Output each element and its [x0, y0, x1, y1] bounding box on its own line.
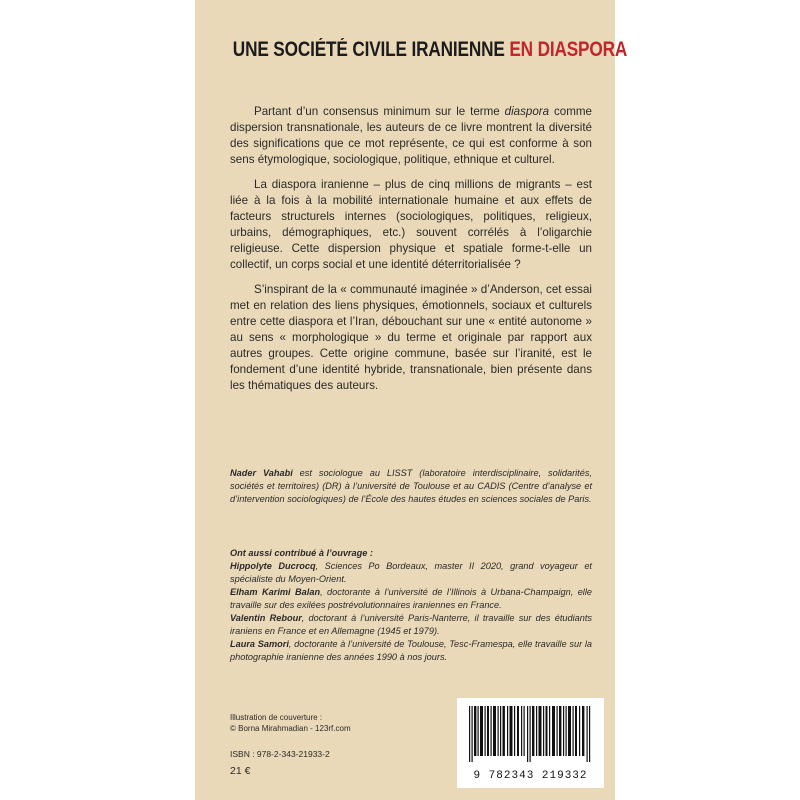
- author-bio-text: est sociologue au LISST (laboratoire interdisciplinaire, solidarités, sociétés et territoires) (DR) à l’université de Toulouse et au CADIS (Centre d’analyse et d’intervention sociologiques) de l’École des hautes études en sciences sociales de Paris.: [230, 468, 592, 504]
- contributor-item: [230, 612, 592, 638]
- barcode-digits: 9 782343 219332: [473, 770, 588, 782]
- contributor-name: Laura Samori: [230, 639, 289, 649]
- contributor-name: Valentin Rebour: [230, 613, 302, 623]
- credits-line-1: Illustration de couverture :: [230, 713, 323, 722]
- credits-line-2: © Borna Mirahmadian - 123rf.com: [230, 724, 351, 733]
- title-accent: EN DIASPORA: [509, 38, 628, 61]
- contributors-heading: Ont aussi contribué à l’ouvrage :: [230, 548, 373, 558]
- contributor-item: [230, 586, 592, 612]
- contributor-text: , Sciences Po Bordeaux, master II 2020, grand voyageur et spécialiste du Moyen-Orient.: [230, 561, 592, 584]
- barcode: [457, 698, 604, 788]
- summary-p1-emphasis: diaspora: [504, 105, 550, 118]
- summary-paragraph-2: La diaspora iranienne – plus de cinq millions de migrants – est liée à la fois à la mobilité internationale humaine et aux effets de facteurs structurels internes (sociologiques, politiques, religieux, urbains, démographiques, etc.) souvent corrélés à l’oligarchie religieuse. Cette dispersion physique et spatiale forme-t-elle un collectif, un corps social et une identité déterritorialisée ?: [230, 178, 592, 271]
- contributor-name: Hippolyte Ducrocq: [230, 561, 316, 571]
- author-bio: [230, 467, 592, 506]
- summary-p1-start: Partant d’un consensus minimum sur le terme: [254, 105, 505, 118]
- summary-paragraph-3: S’inspirant de la « communauté imaginée » d’Anderson, cet essai met en relation des liens physiques, émotionnels, sociaux et culturels entre cette diaspora et l’Iran, débouchant sur une « entité autonome » au sens « morphologique » du terme et originale par rapport aux autres groupes. Cette origine commune, basée sur l’iranité, est le fondement d’une identité hybride, transnationale, bien présente dans les thématiques des auteurs.: [230, 283, 592, 392]
- book-title: [232, 38, 628, 62]
- price: 21 €: [230, 765, 251, 777]
- author-name: Nader Vahabi: [230, 468, 293, 478]
- contributors-section: [230, 547, 592, 664]
- summary-paragraph-1: [230, 104, 592, 168]
- contributor-item: [230, 560, 592, 586]
- title-main: UNE SOCIÉTÉ CIVILE IRANIENNE: [232, 38, 505, 61]
- contributor-text: , doctorante à l’université de Toulouse, Tesc-Framespa, elle travaille sur la photographie iranienne des années 1990 à nos jours.: [230, 639, 593, 662]
- contributor-text: , doctorante à l’université de l’Illinois à Urbana-Champaign, elle travaille sur des exilées postrévolutionnaires iraniennes en France.: [230, 587, 592, 610]
- summary-p1-end: comme dispersion transnationale, les auteurs de ce livre montrent la diversité des significations que ce mot représente, ce qui est conforme à son sens étymologique, sociologique, politique, ethnique et culturel.: [230, 105, 593, 166]
- isbn: ISBN : 978-2-343-21933-2: [230, 749, 330, 759]
- contributor-text: , doctorant à l’université Paris-Nanterre, il travaille sur des étudiants iraniens en France et en Allemagne (1945 et 1979).: [230, 613, 592, 636]
- contributor-name: Elham Karimi Balan: [230, 587, 321, 597]
- barcode-bars: [467, 706, 594, 762]
- summary-text: [230, 104, 592, 403]
- cover-credits: [230, 712, 430, 734]
- back-cover: [195, 0, 628, 800]
- contributor-item: [230, 638, 592, 664]
